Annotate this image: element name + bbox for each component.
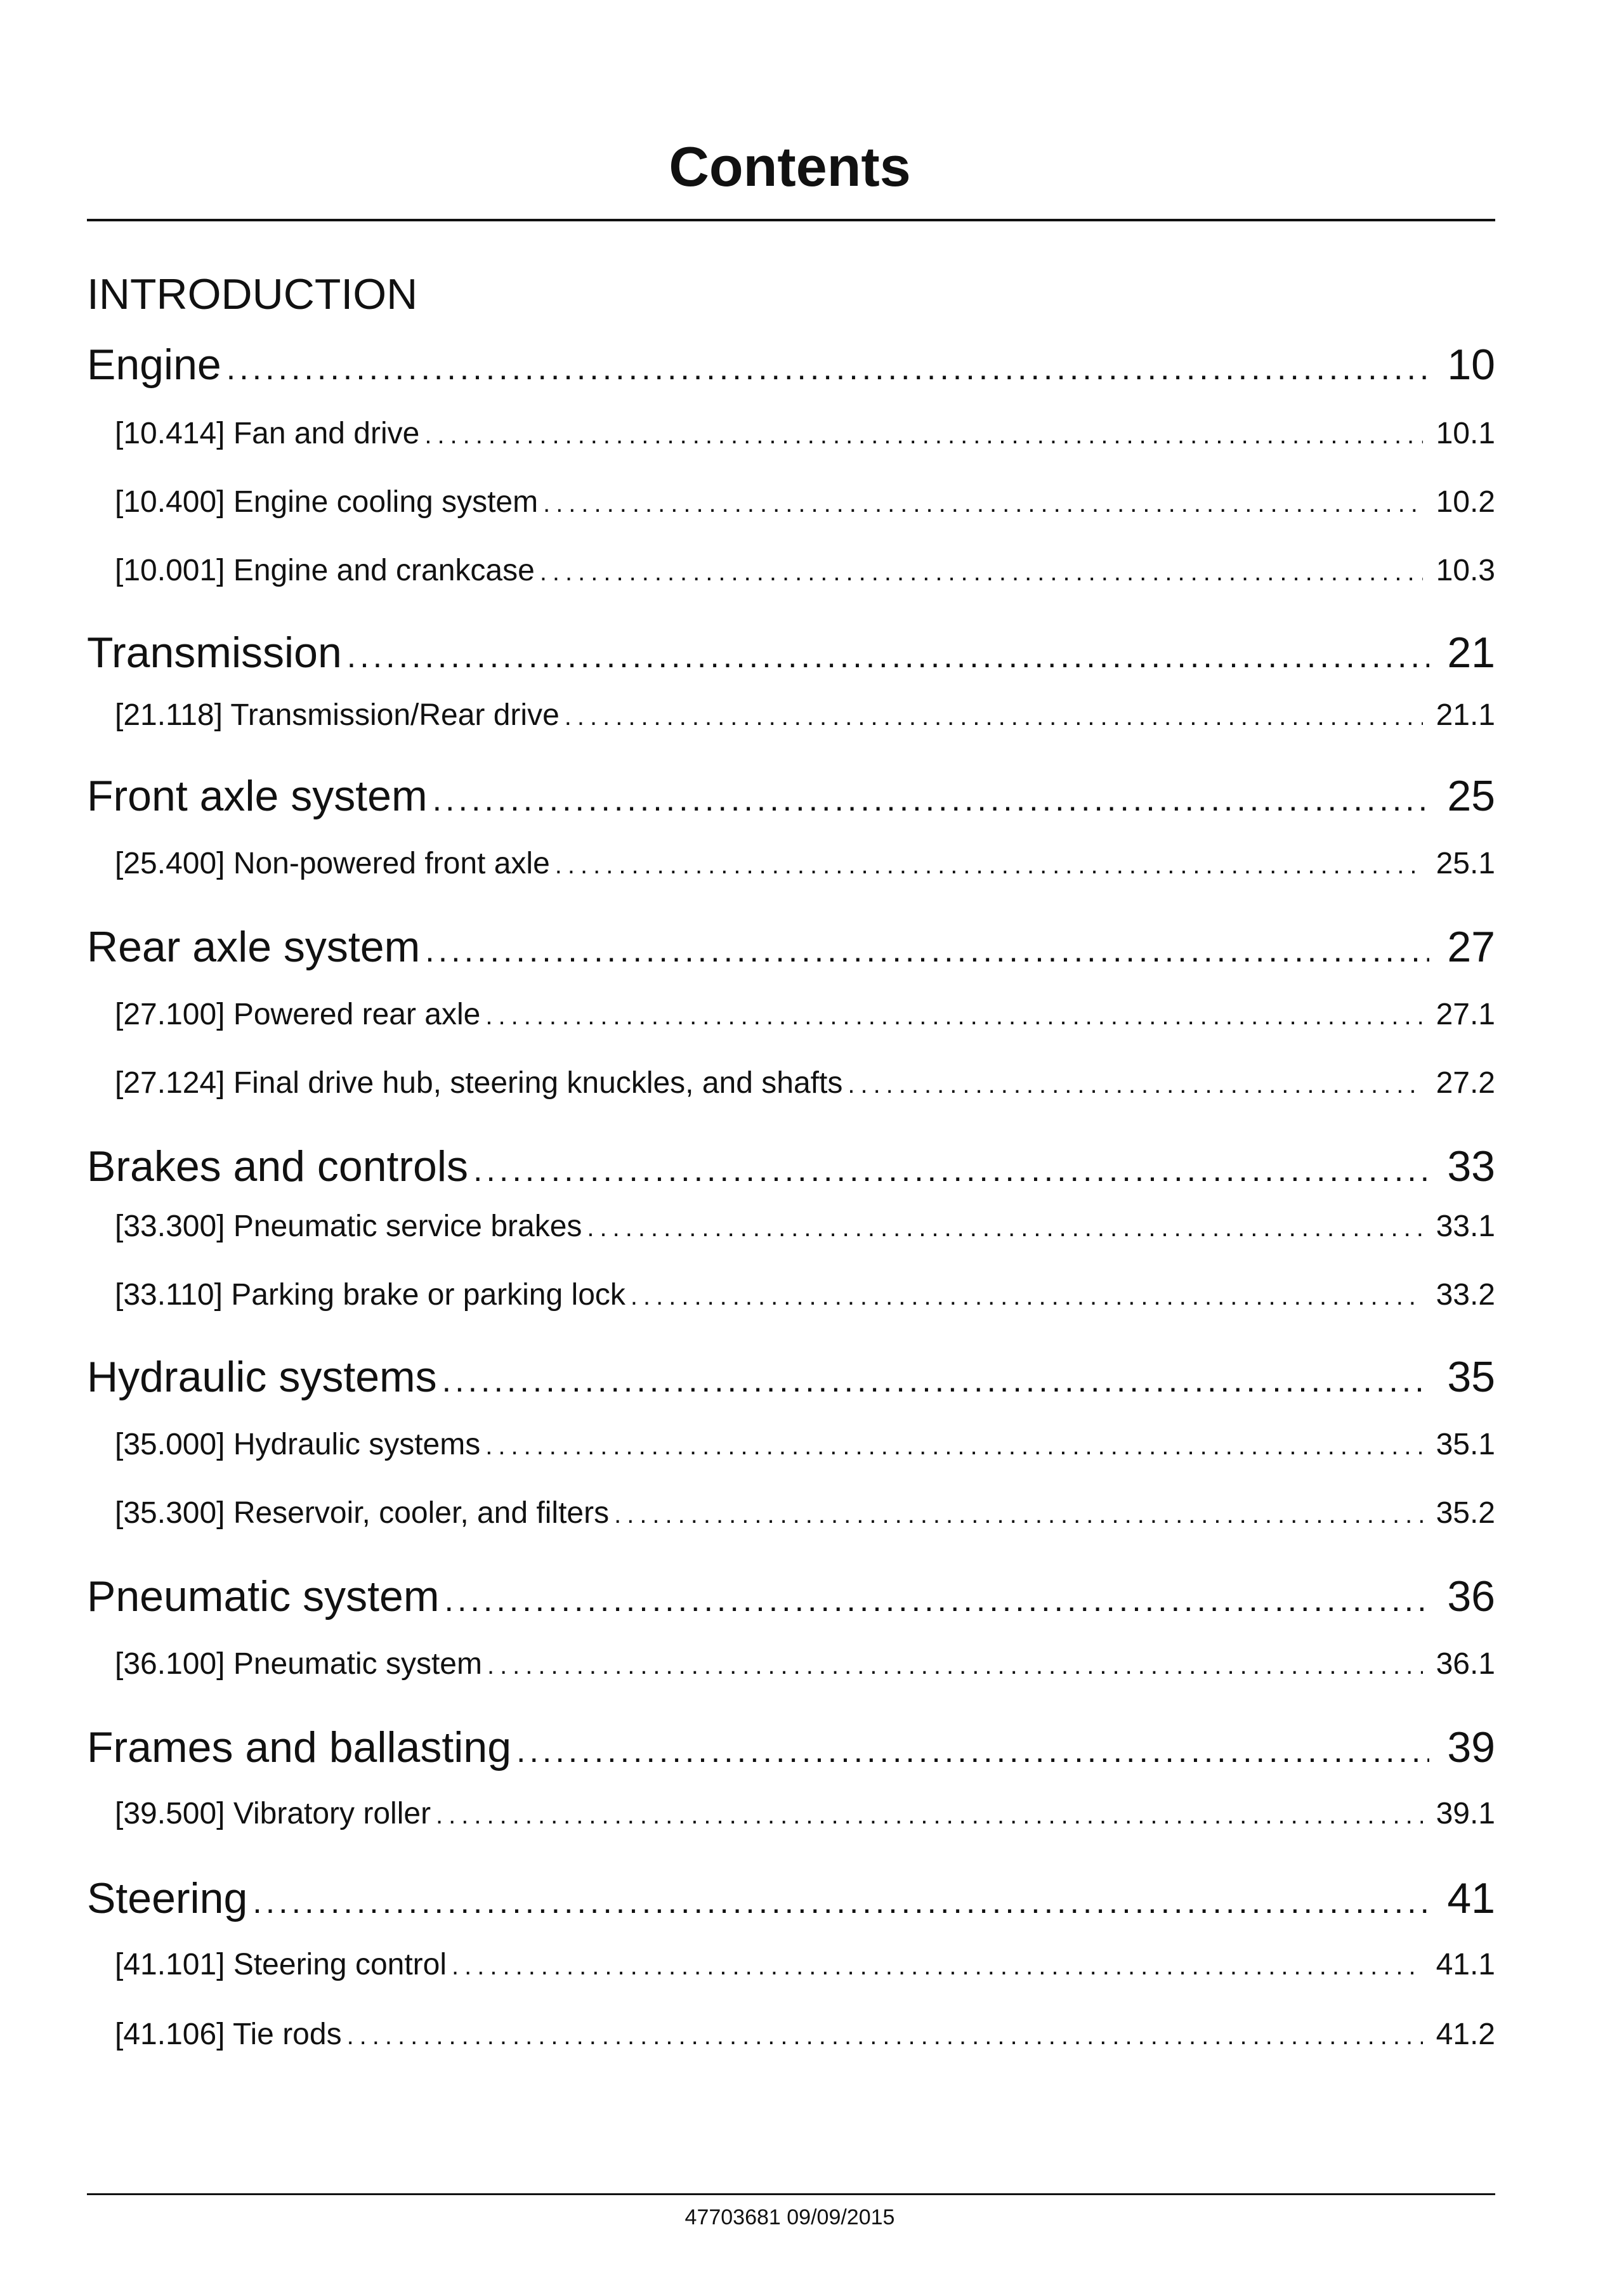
toc-page-number: 33.1 xyxy=(1436,1210,1495,1243)
dot-leader xyxy=(436,1794,1423,1836)
dot-leader xyxy=(555,844,1423,885)
toc-entry-title: Front axle system xyxy=(87,772,428,820)
toc-section-entry[interactable] xyxy=(87,1568,1495,1629)
dot-leader xyxy=(452,1945,1423,1986)
toc-section-entry[interactable] xyxy=(87,1138,1495,1199)
toc-entry-title: [10.400] Engine cooling system xyxy=(115,485,539,519)
toc-subsection-entry[interactable] xyxy=(115,695,1495,737)
toc-subsection-entry[interactable] xyxy=(115,1206,1495,1248)
toc-section-entry[interactable] xyxy=(87,1870,1495,1931)
header-divider xyxy=(87,219,1495,221)
toc-entry-title: Frames and ballasting xyxy=(87,1723,512,1771)
dot-leader xyxy=(425,918,1429,979)
toc-section-entry[interactable] xyxy=(87,624,1495,685)
toc-entry-title: [25.400] Non-powered front axle xyxy=(115,847,550,880)
toc-entry-title: Rear axle system xyxy=(87,923,421,971)
dot-leader xyxy=(848,1063,1423,1105)
toc-page-number: 21.1 xyxy=(1436,698,1495,732)
toc-page-number: 36.1 xyxy=(1436,1647,1495,1681)
toc-entry-title: [36.100] Pneumatic system xyxy=(115,1647,482,1681)
toc-section-entry[interactable] xyxy=(87,1719,1495,1780)
toc-page-number: 25 xyxy=(1447,772,1495,820)
dot-leader xyxy=(540,551,1423,592)
dot-leader xyxy=(473,1138,1429,1199)
toc-entry-title: Engine xyxy=(87,341,221,389)
dot-leader xyxy=(487,1644,1423,1686)
toc-section-entry[interactable] xyxy=(87,1348,1495,1409)
toc-subsection-entry[interactable] xyxy=(115,551,1495,592)
toc-page-number: 27 xyxy=(1447,923,1495,971)
toc-section-entry[interactable] xyxy=(87,918,1495,979)
toc-page-number: 36 xyxy=(1447,1572,1495,1621)
toc-page-number: 39 xyxy=(1447,1723,1495,1771)
toc-entry-title: [33.110] Parking brake or parking lock xyxy=(115,1278,625,1312)
toc-entry-title: Hydraulic systems xyxy=(87,1353,437,1401)
toc-entry-title: [27.124] Final drive hub, steering knuckles, and shafts xyxy=(115,1066,843,1100)
page-title: Contents xyxy=(669,135,911,198)
dot-leader xyxy=(631,1275,1423,1317)
toc-entry-title: [35.000] Hydraulic systems xyxy=(115,1428,481,1461)
toc-page-number: 35.1 xyxy=(1436,1428,1495,1461)
toc-subsection-entry[interactable] xyxy=(115,1275,1495,1317)
toc-page-number: 10.3 xyxy=(1436,554,1495,587)
toc-entry-title: [39.500] Vibratory roller xyxy=(115,1797,431,1830)
dot-leader xyxy=(433,767,1429,828)
toc-page-number: 41.1 xyxy=(1436,1948,1495,1981)
dot-leader xyxy=(445,1568,1429,1629)
toc-entry-title: [27.100] Powered rear axle xyxy=(115,998,481,1031)
dot-leader xyxy=(565,695,1423,737)
toc-entry-title: Steering xyxy=(87,1874,248,1922)
toc-subsection-entry[interactable] xyxy=(115,1493,1495,1535)
dot-leader xyxy=(347,2014,1423,2056)
toc-page-number: 21 xyxy=(1447,629,1495,677)
toc-page-number: 33 xyxy=(1447,1142,1495,1190)
toc-entry-title: [10.414] Fan and drive xyxy=(115,417,420,450)
dot-leader xyxy=(252,1870,1429,1931)
toc-page-number: 27.1 xyxy=(1436,998,1495,1031)
toc-page-number: 10.1 xyxy=(1436,417,1495,450)
toc-subsection-entry[interactable] xyxy=(115,1945,1495,1986)
toc-subsection-entry[interactable] xyxy=(115,414,1495,455)
toc-page-number: 27.2 xyxy=(1436,1066,1495,1100)
toc-page-number: 10 xyxy=(1447,341,1495,389)
toc-page-number: 39.1 xyxy=(1436,1797,1495,1830)
dot-leader xyxy=(614,1493,1423,1535)
toc-entry-title: [33.300] Pneumatic service brakes xyxy=(115,1210,582,1243)
toc-subsection-entry[interactable] xyxy=(115,482,1495,524)
toc-subsection-entry[interactable] xyxy=(115,1425,1495,1466)
toc-section-entry[interactable] xyxy=(87,336,1495,397)
dot-leader xyxy=(442,1348,1429,1409)
toc-subsection-entry[interactable] xyxy=(115,995,1495,1036)
toc-entry-title: Pneumatic system xyxy=(87,1572,440,1621)
dot-leader xyxy=(485,1425,1423,1466)
dot-leader xyxy=(347,624,1429,685)
dot-leader xyxy=(485,995,1423,1036)
toc-page-number: 10.2 xyxy=(1436,485,1495,519)
toc-entry-title: Transmission xyxy=(87,629,342,677)
toc-subsection-entry[interactable] xyxy=(115,1794,1495,1836)
footer-divider xyxy=(87,2193,1495,2195)
dot-leader xyxy=(516,1719,1429,1780)
toc-page-number: 41 xyxy=(1447,1874,1495,1922)
toc-entry-title: [41.106] Tie rods xyxy=(115,2018,342,2051)
toc-entry-title: [41.101] Steering control xyxy=(115,1948,447,1981)
dot-leader xyxy=(424,414,1423,455)
toc-page-number: 41.2 xyxy=(1436,2018,1495,2051)
toc-section-entry[interactable] xyxy=(87,767,1495,828)
toc-subsection-entry[interactable] xyxy=(115,1644,1495,1686)
toc-page-number: 33.2 xyxy=(1436,1278,1495,1312)
toc-entry-title: [21.118] Transmission/Rear drive xyxy=(115,698,560,732)
toc-subsection-entry[interactable] xyxy=(115,1063,1495,1105)
dot-leader xyxy=(587,1206,1423,1248)
dot-leader xyxy=(226,336,1429,397)
toc-entry-title: [10.001] Engine and crankcase xyxy=(115,554,535,587)
toc-page-number: 35 xyxy=(1447,1353,1495,1401)
dot-leader xyxy=(543,482,1423,524)
toc-subsection-entry[interactable] xyxy=(115,844,1495,885)
toc-entry-title: Brakes and controls xyxy=(87,1142,468,1190)
toc-page-number: 35.2 xyxy=(1436,1496,1495,1530)
toc-entry-title: [35.300] Reservoir, cooler, and filters xyxy=(115,1496,610,1530)
toc-page-number: 25.1 xyxy=(1436,847,1495,880)
footer-doc-id: 47703681 09/09/2015 xyxy=(684,2205,895,2229)
introduction-heading: INTRODUCTION xyxy=(87,270,418,318)
toc-subsection-entry[interactable] xyxy=(115,2014,1495,2056)
